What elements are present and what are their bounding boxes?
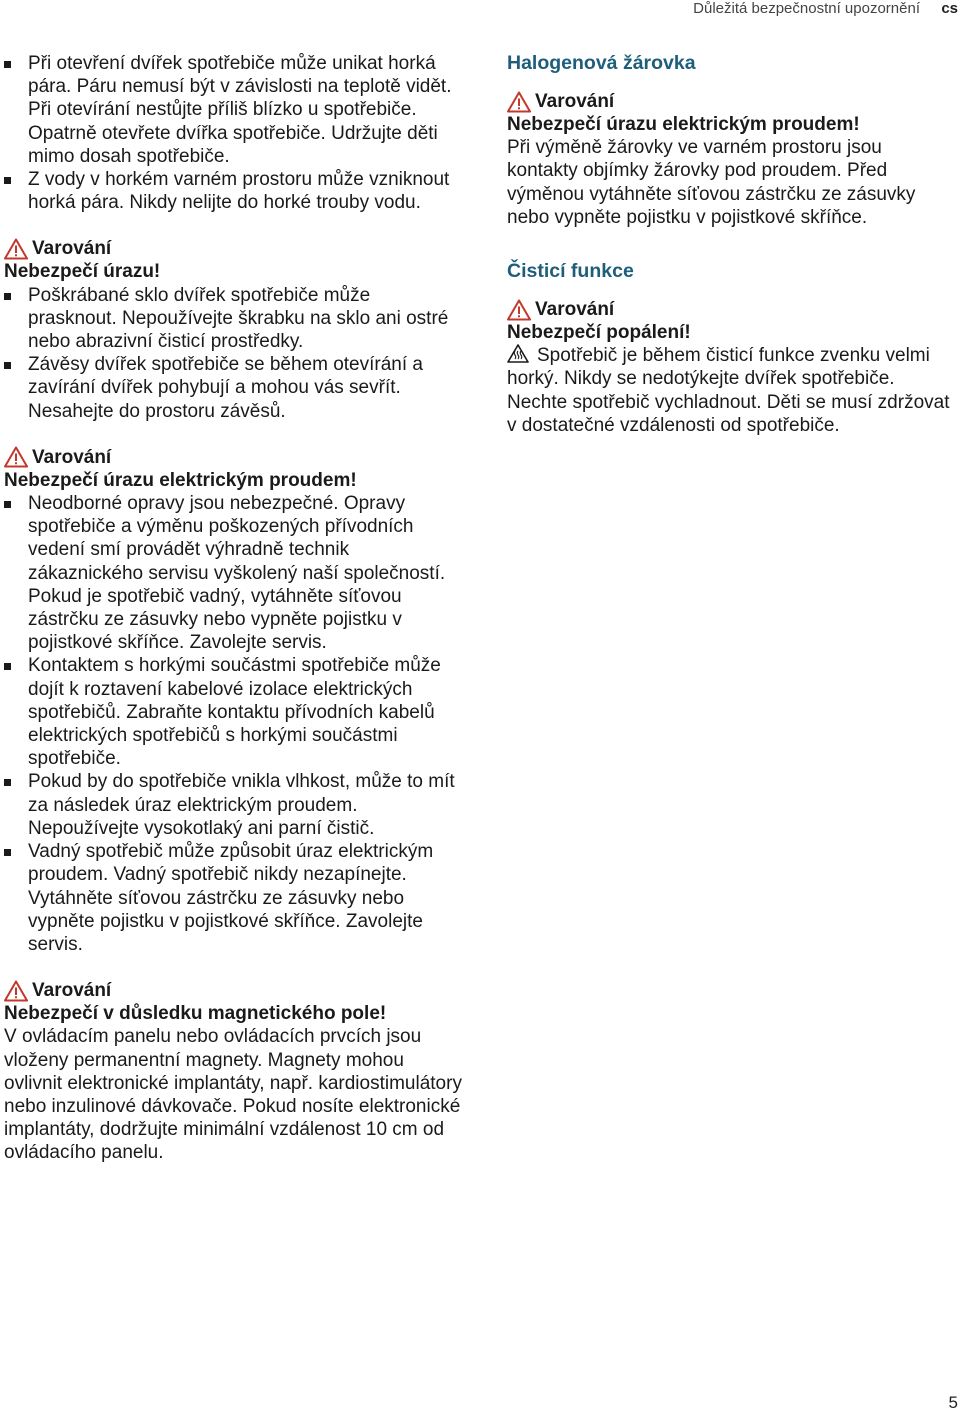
- warning-body: [507, 344, 957, 437]
- warning-triangle-icon: [4, 980, 28, 1002]
- left-column: [4, 52, 462, 1165]
- warning-triangle-icon: [507, 91, 531, 113]
- page-header: [0, 0, 960, 22]
- danger-text: Nebezpečí v důsledku magnetického pole!: [4, 1003, 387, 1025]
- hot-surface-icon: [507, 344, 529, 363]
- header-language: cs: [941, 0, 958, 17]
- warning-label: Varování: [32, 980, 112, 1002]
- list-item: Závěsy dvířek spotřebiče se během otevírání a zavírání dvířek pohybují a mohou vás sevřít. Nesahejte do prostoru závěsů.: [4, 353, 462, 423]
- warning-bullet-list: [4, 492, 462, 956]
- list-item: Pokud by do spotřebiče vnikla vlhkost, může to mít za následek úraz elektrickým proudem. Nepoužívejte vysokotlaký ani parní čistič.: [4, 770, 462, 840]
- warning-heading: [507, 298, 957, 321]
- list-item: Při otevření dvířek spotřebiče může unikat horká pára. Páru nemusí být v závislosti na teplotě vidět. Při otevírání nestůjte příliš blízko u spotřebiče. Opatrně otevřete dvířka spotřebiče. Udržujte děti mimo dosah spotřebiče.: [4, 52, 462, 168]
- section-halogen-bulb: [507, 52, 957, 229]
- header-title: Důležitá bezpečnostní upozornění: [693, 0, 920, 17]
- warning-body-text: Spotřebič je během čisticí funkce zvenku velmi horký. Nikdy se nedotýkejte dvířek spotřebiče. Nechte spotřebič vychladnout. Děti se musí zdržovat v dostatečné vzdálenosti od spotřebiče.: [507, 345, 950, 436]
- list-item: Poškrábané sklo dvířek spotřebiče může prasknout. Nepoužívejte škrabku na sklo ani ostré nebo abrazivní čisticí prostředky.: [4, 284, 462, 354]
- warning-label: Varování: [535, 90, 615, 112]
- section-title: Čisticí funkce: [507, 260, 634, 283]
- warning-heading: [4, 237, 462, 260]
- danger-text: Nebezpečí popálení!: [507, 322, 691, 344]
- danger-text: Nebezpečí úrazu elektrickým proudem!: [507, 114, 860, 135]
- warning-bullet-list: [4, 284, 462, 423]
- list-item: Z vody v horkém varném prostoru může vzniknout horká pára. Nikdy nelijte do horké trouby vodu.: [4, 168, 462, 214]
- warning-body-text: Při výměně žárovky ve varném prostoru jsou kontakty objímky žárovky pod proudem. Před výměnou vytáhněte síťovou zástrčku ze zásuvky nebo vypněte pojistku v pojistkové skříňce.: [507, 137, 916, 228]
- warning-heading: [4, 446, 462, 469]
- danger-text: Nebezpečí úrazu!: [4, 261, 161, 283]
- warning-heading: [507, 90, 957, 113]
- section-title: Halogenová žárovka: [507, 52, 696, 74]
- section-cleaning-function: [507, 260, 957, 437]
- warning-triangle-icon: [507, 299, 531, 321]
- list-item: Kontaktem s horkými součástmi spotřebiče může dojít k roztavení kabelové izolace elektrických spotřebičů. Zabraňte kontaktu přívodních kabelů elektrických spotřebičů s horkými součástmi spotřebiče.: [4, 654, 462, 770]
- list-item: Neodborné opravy jsou nebezpečné. Opravy spotřebiče a výměnu poškozených přívodních vedení smí provádět výhradně technik zákaznického servisu vyškolený naší společností. Pokud je spotřebič vadný, vytáhněte síťovou zástrčku ze zásuvky nebo vypněte pojistku v pojistkové skříňce. Zavolejte servis.: [4, 492, 462, 654]
- warning-label: Varování: [32, 446, 112, 468]
- warning-label: Varování: [32, 238, 112, 260]
- warning-heading: [4, 979, 462, 1002]
- page-number: 5: [948, 1393, 958, 1412]
- list-item: Vadný spotřebič může způsobit úraz elektrickým proudem. Vadný spotřebič nikdy nezapínejte. Vytáhněte síťovou zástrčku ze zásuvky nebo vypněte pojistku v pojistkové skříňce. Zavolejte servis.: [4, 840, 462, 956]
- warning-block-injury: [4, 237, 462, 422]
- warning-body-text: V ovládacím panelu nebo ovládacích prvcích jsou vloženy permanentní magnety. Magnety mohou ovlivnit elektronické implantáty, např. kardiostimulátory nebo inzulinové dávkovače. Pokud nosíte elektronické implantáty, dodržujte minimální vzdálenost 10 cm od ovládacího panelu.: [4, 1026, 462, 1164]
- intro-bullet-list: [4, 52, 462, 214]
- warning-block-magnetic: [4, 979, 462, 1164]
- danger-text: Nebezpečí úrazu elektrickým proudem!: [4, 469, 357, 491]
- warning-block-electric: [4, 446, 462, 956]
- warning-triangle-icon: [4, 238, 28, 260]
- warning-triangle-icon: [4, 446, 28, 468]
- right-column: [507, 52, 957, 437]
- warning-label: Varování: [535, 298, 615, 320]
